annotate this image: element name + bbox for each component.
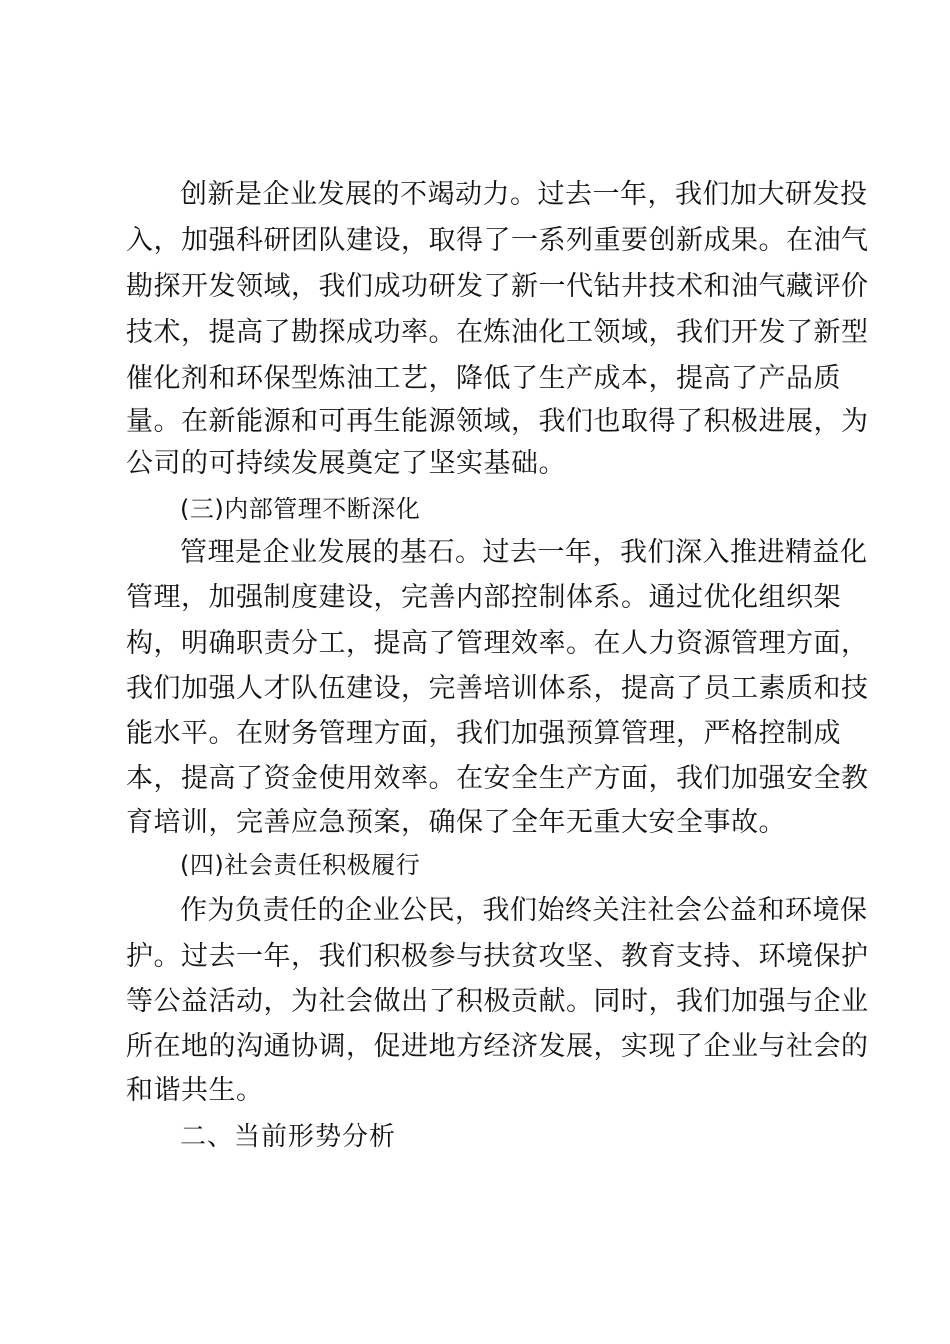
subheading-internal-management: (三)内部管理不断深化	[180, 495, 421, 523]
text-line: 量。在新能源和可再生能源领域，我们也取得了积极进展，为	[126, 406, 869, 437]
text-line: 入，加强科研团队建设，取得了一系列重要创新成果。在油气	[126, 225, 869, 256]
text-line: 我们加强人才队伍建设，完善培训体系，提高了员工素质和技	[126, 673, 869, 704]
text-line: 构，明确职责分工，提高了管理效率。在人力资源管理方面，	[126, 628, 869, 659]
section-heading-current-situation: 二、当前形势分析	[180, 1122, 397, 1152]
text-line: 等公益活动，为社会做出了积极贡献。同时，我们加强与企业	[126, 986, 869, 1017]
text-line: 所在地的沟通协调，促进地方经济发展，实现了企业与社会的	[126, 1031, 869, 1062]
text-line: 和谐共生。	[126, 1075, 264, 1106]
text-line: 勘探开发领域，我们成功研发了新一代钻井技术和油气藏评价	[126, 271, 869, 302]
text-line: 管理是企业发展的基石。过去一年，我们深入推进精益化	[180, 537, 868, 568]
text-line: 护。过去一年，我们积极参与扶贫攻坚、教育支持、环境保护	[126, 941, 869, 972]
text-line: 能水平。在财务管理方面，我们加强预算管理，严格控制成	[126, 718, 841, 749]
subheading-social-responsibility: (四)社会责任积极履行	[180, 851, 421, 879]
text-line: 作为负责任的企业公民，我们始终关注社会公益和环境保	[180, 895, 868, 926]
text-line: 催化剂和环保型炼油工艺，降低了生产成本，提高了产品质	[126, 363, 841, 394]
text-line: 技术，提高了勘探成功率。在炼油化工领域，我们开发了新型	[126, 317, 869, 348]
text-line: 本，提高了资金使用效率。在安全生产方面，我们加强安全教	[126, 763, 869, 794]
text-line: 育培训，完善应急预案，确保了全年无重大安全事故。	[126, 807, 786, 838]
text-line: 公司的可持续发展奠定了坚实基础。	[126, 448, 566, 479]
text-line: 管理，加强制度建设，完善内部控制体系。通过优化组织架	[126, 582, 841, 613]
text-line: 创新是企业发展的不竭动力。过去一年，我们加大研发投	[180, 179, 868, 210]
